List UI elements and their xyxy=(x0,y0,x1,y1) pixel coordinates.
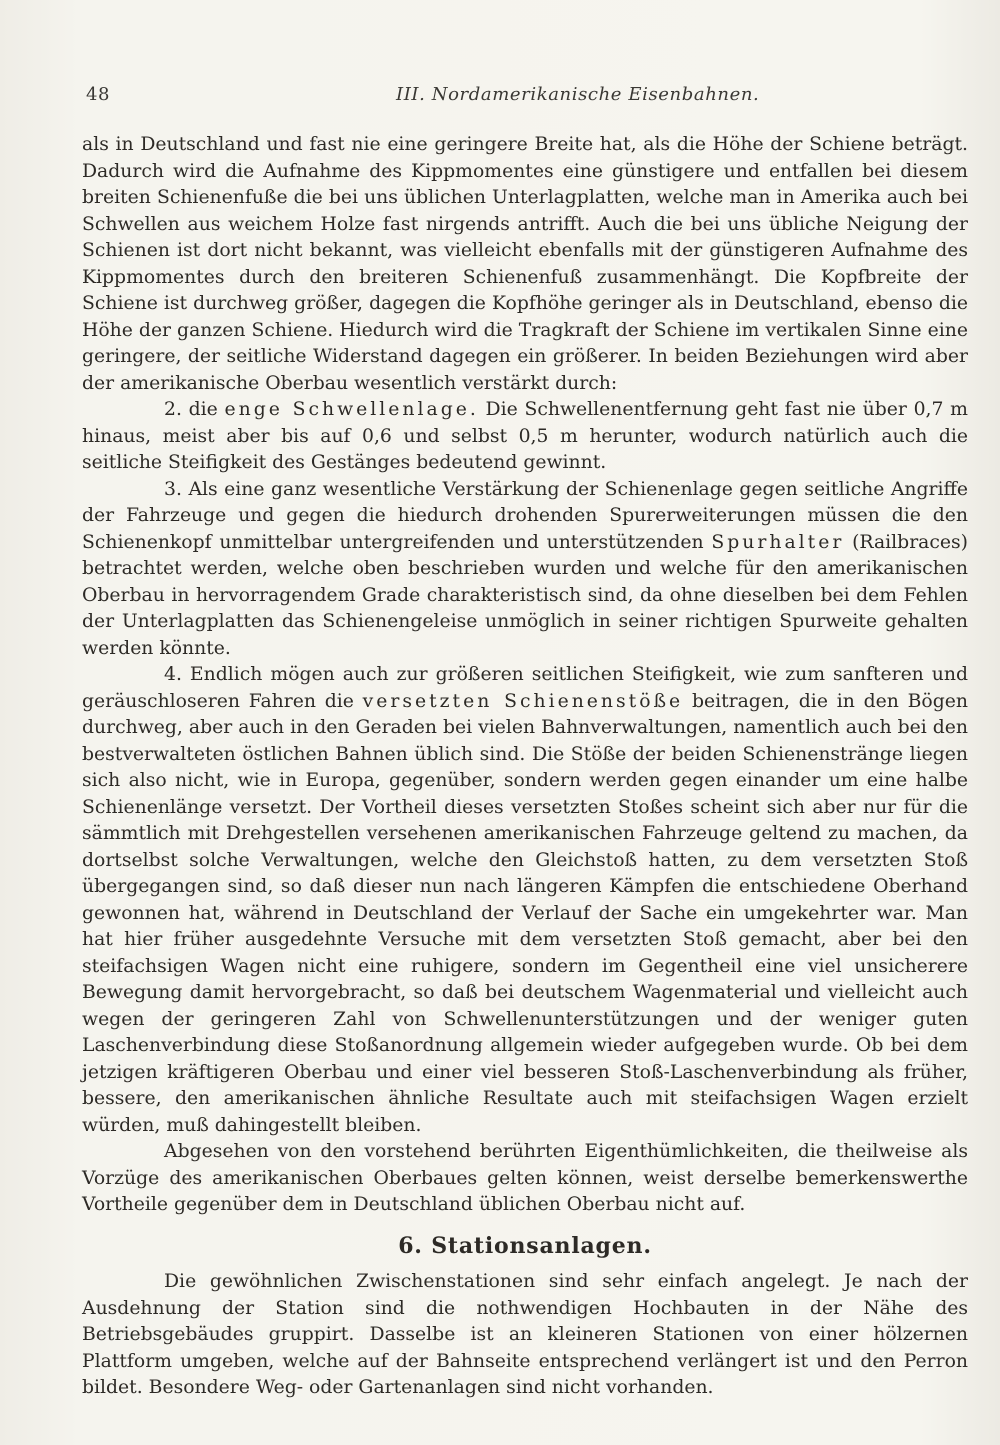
item-3-emphasis: Spurhalter xyxy=(711,531,845,553)
item-2-text: Die Schwellenentfernung geht fast nie über 0,7 m hinaus, meist aber bis auf 0,6 und selbst 0,5 m herunter, wodurch natürlich auch die seitliche Steifigkeit des Gestänges bedeutend gewinnt. xyxy=(82,399,968,473)
paragraph-item-3 xyxy=(82,477,968,663)
paragraph-item-4 xyxy=(82,662,968,1139)
item-3-lead: 3. Als eine ganz wesentliche Verstärkung der Schienenlage gegen seitliche Angriffe der Fahrzeuge und gegen die hiedurch drohenden Spurerweiterungen müssen die den Schienenkopf unmittelbar untergreifenden und unterstützenden xyxy=(82,478,968,553)
paragraph-stationsanlagen: Die gewöhnlichen Zwischenstationen sind sehr einfach angelegt. Je nach der Ausdehnung der Station sind die nothwendigen Hochbauten in der Nähe des Betriebsgebäudes gruppirt. Dasselbe ist an kleineren Stationen von einer hölzernen Plattform umgeben, welche auf der Bahnseite entsprechend verlängert ist und den Perron bildet. Besondere Weg- oder Gartenanlagen sind nicht vorhanden. xyxy=(82,1271,968,1398)
section-title: 6. Stationsanlagen. xyxy=(398,1232,652,1259)
item-2-lead: 2. die xyxy=(164,399,218,420)
paragraph-oberbau-continuation: als in Deutschland und fast nie eine geringere Breite hat, als die Höhe der Schiene beträgt. Dadurch wird die Aufnahme des Kippmomentes eine günstigere und entfallen bei diesem breiten Schienenfuße die bei uns üblichen Unterlagplatten, welche man in Amerika auch bei Schwellen aus weichem Holze fast nirgends antrifft. Auch die bei uns übliche Neigung der Schienen ist dort nicht bekannt, was vielleicht ebenfalls mit der günstigeren Aufnahme des Kippmomentes durch den breiteren Schienenfuß zusammenhängt. Die Kopfbreite der Schiene ist durchweg größer, dagegen die Kopfhöhe geringer als in Deutschland, ebenso die Höhe der ganzen Schiene. Hiedurch wird die Tragkraft der Schiene im vertikalen Sinne eine geringere, der seitliche Widerstand dagegen ein größerer. In beiden Beziehungen wird aber der amerikanische Oberbau wesentlich verstärkt durch: xyxy=(82,134,968,394)
item-4-text: beitragen, die in den Bögen durchweg, aber auch in den Geraden bei vielen Bahnverwaltungen, namentlich auch bei den bestverwalteten östlichen Bahnen üblich sind. Die Stöße der beiden Schienenstränge liegen sich also nicht, wie in Europa, gegenüber, sondern werden gegen einander um eine halbe Schienenlänge versetzt. Der Vortheil dieses versetzten Stoßes scheint sich aber nur für die sämmtlich mit Drehgestellen versehenen amerikanischen Fahrzeuge geltend zu machen, da dortselbst solche Verwaltungen, welche den Gleichstoß hatten, zu dem versetzten Stoß übergegangen sind, so daß dieser nun nach längeren Kämpfen die entschiedene Oberhand gewonnen hat, während in Deutschland der Verlauf der Sache ein umgekehrter war. Man hat hier früher ausgedehnte Versuche mit dem versetzten Stoß gemacht, aber bei den steifachsigen Wagen nicht eine ruhigere, sondern im Gegentheil eine viel unsicherere Bewegung damit hervorgebracht, so daß bei deutschem Wagenmaterial und vielleicht auch wegen der geringeren Zahl von Schwellenunterstützungen und der weniger guten Laschenverbindung diese Stoßanordnung allgemein wieder aufgegeben wurde. Ob bei dem jetzigen kräftigeren Oberbau und einer viel besseren Stoß-Laschenverbindung als früher, bessere, den amerikanischen ähnliche Resultate auch mit steifachsigen Wagen erzielt würden, muß dahingestellt bleiben. xyxy=(82,690,968,1136)
paragraph-summary: Abgesehen von den vorstehend berührten Eigenthümlichkeiten, die theilweise als Vorzüge des amerikanischen Oberbaues gelten können, weist derselbe bemerkenswerthe Vortheile gegenüber dem in Deutschland üblichen Oberbau nicht auf. xyxy=(82,1141,968,1215)
paragraph-item-2 xyxy=(82,397,968,477)
page-number: 48 xyxy=(86,84,110,105)
body-text xyxy=(82,132,968,1402)
item-2-emphasis: enge Schwellenlage. xyxy=(224,399,479,420)
page-header xyxy=(86,84,920,108)
running-head: III. Nordamerikanische Eisenbahnen. xyxy=(396,84,760,105)
item-3-text: (Railbraces) betrachtet werden, welche oben beschrieben wurden und welche für den amerikanischen Oberbau in hervorragendem Grade charakteristisch sind, da ohne dieselben bei dem Fehlen der Unterlagplatten das Schienengeleise unmöglich in seiner richtigen Spurweite gehalten werden könnte. xyxy=(82,531,968,659)
item-4-lead: 4. Endlich mögen auch zur größeren seitlichen Steifigkeit, wie zum sanfteren und geräuschloseren Fahren die xyxy=(82,664,968,712)
item-4-emphasis: versetzten Schienenstöße xyxy=(362,690,684,712)
